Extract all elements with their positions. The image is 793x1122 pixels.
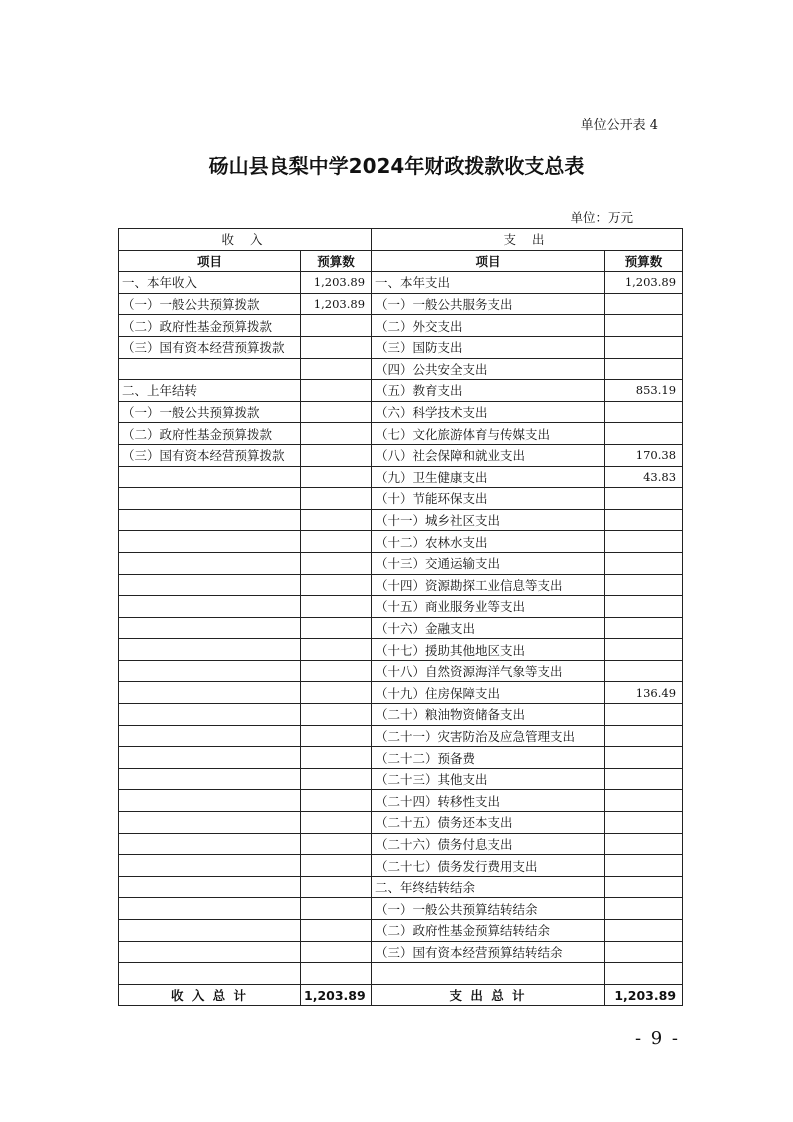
expense-item-cell: （二）外交支出 bbox=[372, 315, 605, 337]
expense-amount-cell bbox=[605, 552, 683, 574]
income-amount-cell bbox=[301, 380, 372, 402]
table-row bbox=[119, 444, 683, 466]
income-amount-cell bbox=[301, 315, 372, 337]
expense-item-cell: 二、年终结转结余 bbox=[372, 876, 605, 898]
income-item-cell bbox=[119, 466, 301, 488]
income-amount-cell bbox=[301, 725, 372, 747]
income-item-cell: （二）政府性基金预算拨款 bbox=[119, 315, 301, 337]
income-amount-cell bbox=[301, 682, 372, 704]
table-row bbox=[119, 833, 683, 855]
expense-amount-cell bbox=[605, 725, 683, 747]
income-item-cell bbox=[119, 660, 301, 682]
income-item-cell bbox=[119, 855, 301, 877]
table-row bbox=[119, 531, 683, 553]
expense-amount-cell: 170.38 bbox=[605, 444, 683, 466]
expense-item-cell: （二十）粮油物资储备支出 bbox=[372, 704, 605, 726]
expense-item-cell: （二十一）灾害防治及应急管理支出 bbox=[372, 725, 605, 747]
table-row bbox=[119, 617, 683, 639]
income-item-cell bbox=[119, 574, 301, 596]
expense-amount-cell bbox=[605, 660, 683, 682]
expense-amount-cell: 43.83 bbox=[605, 466, 683, 488]
table-row bbox=[119, 293, 683, 315]
expense-item-cell: （十二）农林水支出 bbox=[372, 531, 605, 553]
income-item-cell bbox=[119, 531, 301, 553]
table-row bbox=[119, 552, 683, 574]
income-amount-cell bbox=[301, 444, 372, 466]
income-budget-header: 预算数 bbox=[301, 250, 372, 272]
income-amount-cell bbox=[301, 488, 372, 510]
table-number: 单位公开表 4 bbox=[580, 118, 658, 133]
income-amount-cell bbox=[301, 855, 372, 877]
expense-amount-cell bbox=[605, 617, 683, 639]
expense-amount-cell bbox=[605, 488, 683, 510]
expense-item-cell: （五）教育支出 bbox=[372, 380, 605, 402]
expense-amount-cell: 853.19 bbox=[605, 380, 683, 402]
income-amount-cell bbox=[301, 509, 372, 531]
income-amount-cell bbox=[301, 617, 372, 639]
income-item-header: 项目 bbox=[119, 250, 301, 272]
expense-item-header: 项目 bbox=[372, 250, 605, 272]
expense-item-cell: （十一）城乡社区支出 bbox=[372, 509, 605, 531]
table-row bbox=[119, 725, 683, 747]
income-item-cell: （一）一般公共预算拨款 bbox=[119, 401, 301, 423]
expense-amount-cell bbox=[605, 293, 683, 315]
expense-amount-cell bbox=[605, 920, 683, 942]
income-amount-cell bbox=[301, 790, 372, 812]
income-item-cell bbox=[119, 898, 301, 920]
table-row bbox=[119, 704, 683, 726]
income-amount-cell bbox=[301, 466, 372, 488]
expense-item-cell: （九）卫生健康支出 bbox=[372, 466, 605, 488]
table-row bbox=[119, 488, 683, 510]
income-item-cell bbox=[119, 963, 301, 985]
table-row bbox=[119, 898, 683, 920]
income-header: 收 入 bbox=[119, 229, 372, 251]
table-row bbox=[119, 768, 683, 790]
expense-amount-cell bbox=[605, 747, 683, 769]
table-row bbox=[119, 682, 683, 704]
expense-header: 支 出 bbox=[372, 229, 683, 251]
expense-amount-cell bbox=[605, 315, 683, 337]
expense-amount-cell bbox=[605, 704, 683, 726]
expense-item-cell: （十七）援助其他地区支出 bbox=[372, 639, 605, 661]
expense-item-cell: （十六）金融支出 bbox=[372, 617, 605, 639]
income-amount-cell bbox=[301, 660, 372, 682]
income-item-cell bbox=[119, 812, 301, 834]
table-row bbox=[119, 963, 683, 985]
expense-amount-cell bbox=[605, 768, 683, 790]
income-item-cell: （三）国有资本经营预算拨款 bbox=[119, 336, 301, 358]
expense-amount-cell bbox=[605, 358, 683, 380]
income-item-cell bbox=[119, 941, 301, 963]
page-title: 砀山县良梨中学2024年财政拨款收支总表 bbox=[208, 154, 585, 178]
expense-item-cell: （二）政府性基金预算结转结余 bbox=[372, 920, 605, 942]
expense-item-cell: 一、本年支出 bbox=[372, 272, 605, 294]
table-row bbox=[119, 596, 683, 618]
expense-item-cell: （三）国防支出 bbox=[372, 336, 605, 358]
income-amount-cell bbox=[301, 747, 372, 769]
expense-item-cell: （十五）商业服务业等支出 bbox=[372, 596, 605, 618]
table-row bbox=[119, 920, 683, 942]
income-amount-cell bbox=[301, 833, 372, 855]
expense-amount-cell bbox=[605, 790, 683, 812]
income-total-label: 收 入 总 计 bbox=[119, 984, 301, 1006]
income-item-cell bbox=[119, 639, 301, 661]
table-row bbox=[119, 423, 683, 445]
expense-item-cell: （六）科学技术支出 bbox=[372, 401, 605, 423]
expense-amount-cell bbox=[605, 509, 683, 531]
expense-amount-cell bbox=[605, 963, 683, 985]
expense-amount-cell bbox=[605, 596, 683, 618]
table-row bbox=[119, 315, 683, 337]
income-item-cell bbox=[119, 747, 301, 769]
expense-item-cell: （二十五）债务还本支出 bbox=[372, 812, 605, 834]
total-row bbox=[119, 984, 683, 1006]
income-item-cell bbox=[119, 704, 301, 726]
income-amount-cell bbox=[301, 358, 372, 380]
table-row bbox=[119, 466, 683, 488]
income-amount-cell: 1,203.89 bbox=[301, 293, 372, 315]
income-amount-cell bbox=[301, 552, 372, 574]
income-amount-cell bbox=[301, 401, 372, 423]
expense-item-cell: （八）社会保障和就业支出 bbox=[372, 444, 605, 466]
expense-item-cell: （一）一般公共预算结转结余 bbox=[372, 898, 605, 920]
table-row bbox=[119, 660, 683, 682]
table-row bbox=[119, 336, 683, 358]
table-row bbox=[119, 855, 683, 877]
expense-item-cell: （十四）资源勘探工业信息等支出 bbox=[372, 574, 605, 596]
unit-label: 单位：万元 bbox=[570, 210, 633, 225]
table-row bbox=[119, 876, 683, 898]
income-amount-cell bbox=[301, 876, 372, 898]
table-row bbox=[119, 574, 683, 596]
income-item-cell bbox=[119, 790, 301, 812]
expense-amount-cell bbox=[605, 401, 683, 423]
income-amount-cell bbox=[301, 704, 372, 726]
expense-item-cell: （十三）交通运输支出 bbox=[372, 552, 605, 574]
income-item-cell: 二、上年结转 bbox=[119, 380, 301, 402]
income-amount-cell bbox=[301, 812, 372, 834]
expense-amount-cell bbox=[605, 898, 683, 920]
income-item-cell bbox=[119, 833, 301, 855]
table-row bbox=[119, 639, 683, 661]
income-item-cell bbox=[119, 488, 301, 510]
expense-total-amount: 1,203.89 bbox=[605, 984, 683, 1006]
income-item-cell bbox=[119, 876, 301, 898]
expense-amount-cell bbox=[605, 336, 683, 358]
income-amount-cell bbox=[301, 639, 372, 661]
income-amount-cell bbox=[301, 963, 372, 985]
table-row bbox=[119, 790, 683, 812]
income-item-cell bbox=[119, 682, 301, 704]
income-item-cell bbox=[119, 725, 301, 747]
table-row bbox=[119, 812, 683, 834]
expense-item-cell: （四）公共安全支出 bbox=[372, 358, 605, 380]
income-item-cell bbox=[119, 358, 301, 380]
table-row bbox=[119, 401, 683, 423]
expense-item-cell: （十）节能环保支出 bbox=[372, 488, 605, 510]
expense-amount-cell: 136.49 bbox=[605, 682, 683, 704]
table-row bbox=[119, 747, 683, 769]
income-item-cell: （三）国有资本经营预算拨款 bbox=[119, 444, 301, 466]
table-row bbox=[119, 509, 683, 531]
income-amount-cell bbox=[301, 920, 372, 942]
table-row bbox=[119, 358, 683, 380]
expense-amount-cell bbox=[605, 574, 683, 596]
income-amount-cell bbox=[301, 531, 372, 553]
income-item-cell bbox=[119, 552, 301, 574]
income-amount-cell bbox=[301, 336, 372, 358]
expense-item-cell: （七）文化旅游体育与传媒支出 bbox=[372, 423, 605, 445]
income-total-amount: 1,203.89 bbox=[301, 984, 372, 1006]
income-item-cell: 一、本年收入 bbox=[119, 272, 301, 294]
expense-amount-cell bbox=[605, 531, 683, 553]
expense-total-label: 支 出 总 计 bbox=[372, 984, 605, 1006]
expense-item-cell: （十八）自然资源海洋气象等支出 bbox=[372, 660, 605, 682]
income-amount-cell bbox=[301, 423, 372, 445]
expense-item-cell: （三）国有资本经营预算结转结余 bbox=[372, 941, 605, 963]
expense-item-cell: （二十三）其他支出 bbox=[372, 768, 605, 790]
expense-amount-cell bbox=[605, 812, 683, 834]
expense-amount-cell bbox=[605, 876, 683, 898]
income-amount-cell bbox=[301, 941, 372, 963]
income-item-cell bbox=[119, 509, 301, 531]
income-amount-cell bbox=[301, 574, 372, 596]
income-item-cell bbox=[119, 920, 301, 942]
expense-item-cell: （二十七）债务发行费用支出 bbox=[372, 855, 605, 877]
expense-amount-cell bbox=[605, 855, 683, 877]
expense-amount-cell bbox=[605, 639, 683, 661]
income-item-cell: （一）一般公共预算拨款 bbox=[119, 293, 301, 315]
expense-budget-header: 预算数 bbox=[605, 250, 683, 272]
table-row bbox=[119, 941, 683, 963]
income-amount-cell bbox=[301, 768, 372, 790]
income-item-cell bbox=[119, 617, 301, 639]
income-amount-cell bbox=[301, 596, 372, 618]
expense-item-cell: （一）一般公共服务支出 bbox=[372, 293, 605, 315]
expense-item-cell: （十九）住房保障支出 bbox=[372, 682, 605, 704]
expense-item-cell: （二十二）预备费 bbox=[372, 747, 605, 769]
table-row bbox=[119, 380, 683, 402]
income-item-cell: （二）政府性基金预算拨款 bbox=[119, 423, 301, 445]
income-item-cell bbox=[119, 596, 301, 618]
expense-amount-cell bbox=[605, 941, 683, 963]
expense-amount-cell bbox=[605, 833, 683, 855]
income-amount-cell: 1,203.89 bbox=[301, 272, 372, 294]
table-body bbox=[119, 272, 683, 985]
expense-amount-cell: 1,203.89 bbox=[605, 272, 683, 294]
page-number: - 9 - bbox=[634, 1028, 680, 1049]
expense-item-cell: （二十四）转移性支出 bbox=[372, 790, 605, 812]
income-item-cell bbox=[119, 768, 301, 790]
finance-table bbox=[118, 228, 683, 1006]
expense-item-cell: （二十六）债务付息支出 bbox=[372, 833, 605, 855]
table-row bbox=[119, 272, 683, 294]
expense-item-cell bbox=[372, 963, 605, 985]
expense-amount-cell bbox=[605, 423, 683, 445]
income-amount-cell bbox=[301, 898, 372, 920]
